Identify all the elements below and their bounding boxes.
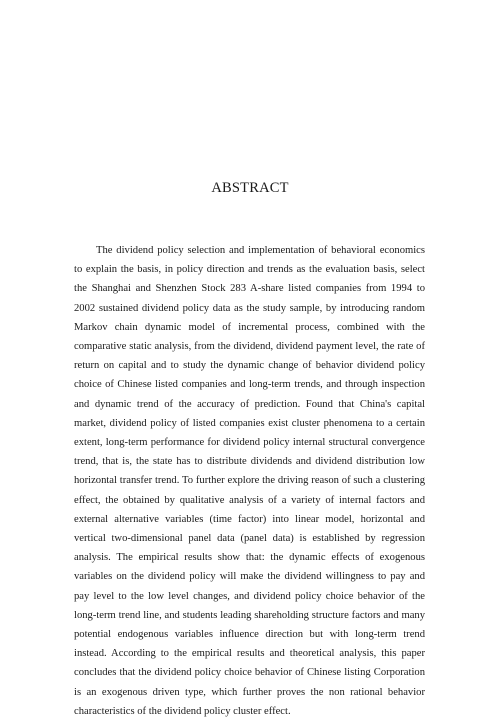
abstract-body-paragraph: The dividend policy selection and implementation of behavioral economics to explain the basis, in policy direction and trends as the evaluation basis, select the Shanghai and Shenzhen Stock 283 A-share listed companies from 1994 to 2002 sustained dividend policy data as the study sample, by introducing random Markov chain dynamic model of incremental process, combined with the comparative static analysis, from the dividend, dividend payment level, the rate of return on capital and to study the dynamic change of behavior dividend policy choice of Chinese listed companies and long-term trends, and through inspection and dynamic trend of the accuracy of prediction. Found that China's capital market, dividend policy of listed companies exist cluster phenomena to a certain extent, long-term performance for dividend policy internal structural convergence trend, that is, the state has to distribute dividends and dividend distribution low horizontal transfer trend. To further explore the driving reason of such a clustering effect, the obtained by qualitative analysis of a variety of internal factors and external alternative variables (time factor) into linear model, horizontal and vertical two-dimensional panel data (panel data) is established by regression analysis. The empirical results show that: the dynamic effects of exogenous variables on the dividend policy will make the dividend willingness to pay and pay level to the low level changes, and dividend policy choice behavior of the long-term trend line, and students leading shareholding structure factors and many potential endogenous variables influence direction but with long-term trend instead. According to the empirical results and theoretical analysis, this paper concludes that the dividend policy choice behavior of Chinese listing Corporation is an exogenous driven type, which further proves the non rational behavior characteristics of the dividend policy cluster effect. [74, 245, 425, 717]
abstract-title: ABSTRACT [211, 180, 289, 196]
